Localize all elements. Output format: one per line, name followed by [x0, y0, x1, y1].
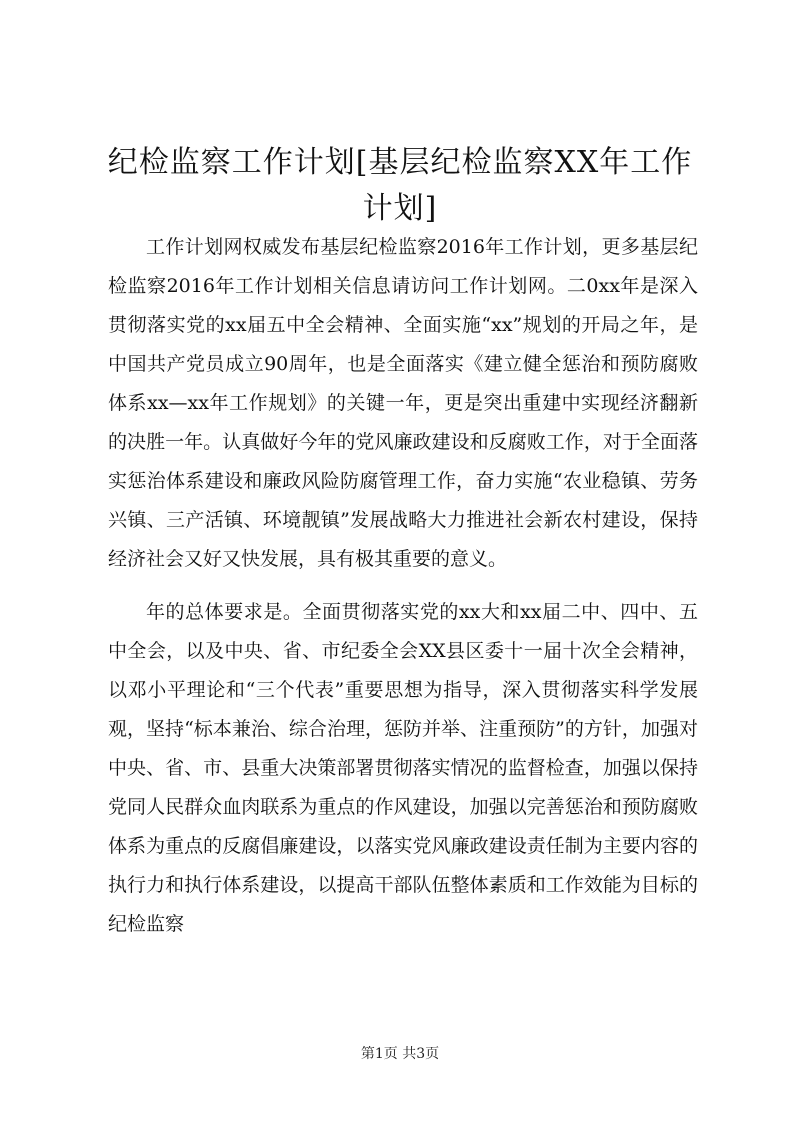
- document-body: [108, 228, 698, 958]
- body-paragraph: 年的总体要求是。全面贯彻落实党的xx大和xx届二中、四中、五中全会，以及中央、省、市纪委全会XX县区委十一届十次全会精神，以邓小平理论和“三个代表”重要思想为指导，深入贯彻落实科学发展观，坚持“标本兼治、综合治理，惩防并举、注重预防”的方针，加强对中央、省、市、县重大决策部署贯彻落实情况的监督检查，加强以保持党同人民群众血肉联系为重点的作风建设，加强以完善惩治和预防腐败体系为重点的反腐倡廉建设，以落实党风廉政建设责任制为主要内容的执行力和执行体系建设，以提高干部队伍整体素质和工作效能为目标的纪检监察: [108, 601, 698, 935]
- body-paragraph: 工作计划网权威发布基层纪检监察2016年工作计划，更多基层纪检监察2016年工作计划相关信息请访问工作计划网。二0xx年是深入贯彻落实党的xx届五中全会精神、全面实施“xx”规划的开局之年，是中国共产党员成立90周年，也是全面落实《建立健全惩治和预防腐败体系xx—xx年工作规划》的关键一年，更是突出重建中实现经济翻新的决胜一年。认真做好今年的党风廉政建设和反腐败工作，对于全面落实惩治体系建设和廉政风险防腐管理工作，奋力实施“农业稳镇、劳务兴镇、三产活镇、环境靓镇”发展战略大力推进社会新农村建设，保持经济社会又好又快发展，具有极其重要的意义。: [108, 236, 698, 570]
- page-footer: 第1页 共3页: [360, 1046, 440, 1062]
- document-title: 纪检监察工作计划[基层纪检监察XX年工作计划]: [107, 145, 693, 226]
